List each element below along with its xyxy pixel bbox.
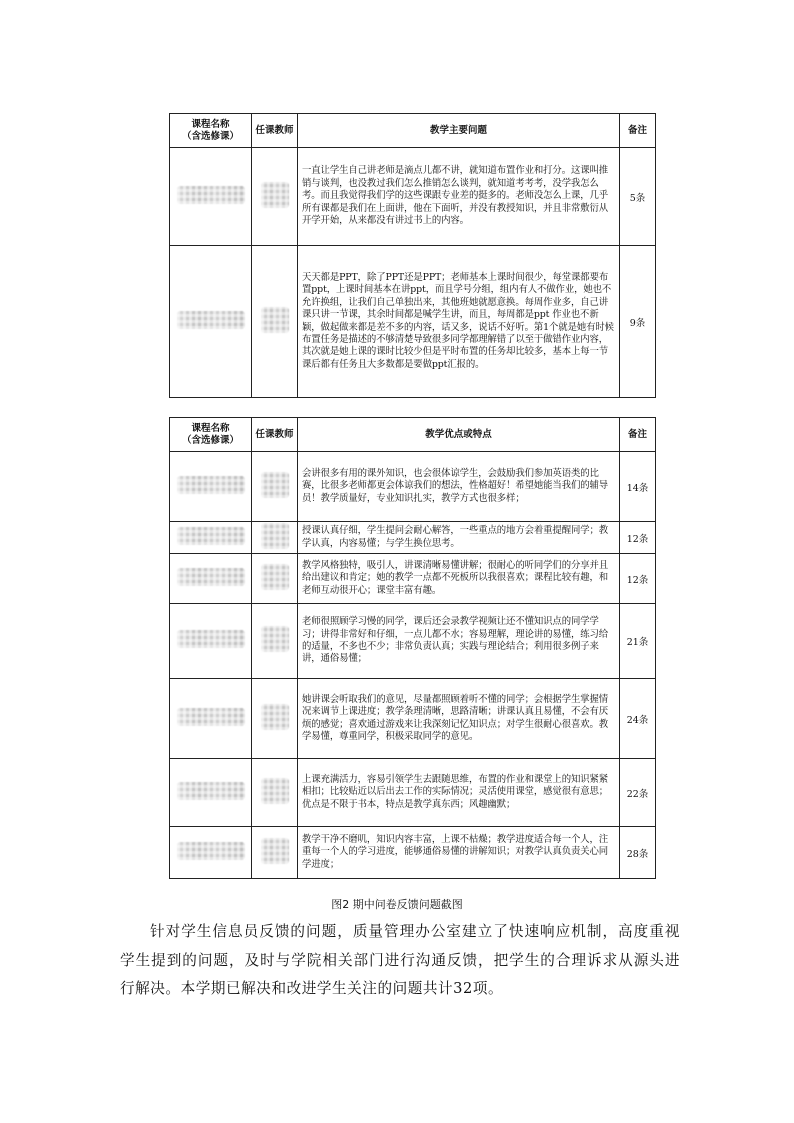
- col-note: 备注: [620, 418, 656, 452]
- problems-table-header: [170, 114, 656, 148]
- table-row: [170, 604, 656, 679]
- col-course-name: 课程名称 （含选修课）: [170, 418, 252, 452]
- table-row: [170, 679, 656, 759]
- note-count: 12条: [620, 522, 656, 554]
- teacher-redacted: [252, 148, 298, 246]
- strength-text: 她讲课会听取我们的意见，尽量都照顾着听不懂的同学；会根据学生掌握情况来调节上课进度；教学条理清晰，思路清晰；讲课认真且易懂，不会有厌烦的感觉；喜欢通过游戏来让我深刻记忆知识点；对学生很耐心很喜欢。教学易懂，尊重同学，积极采取同学的意见。: [298, 679, 620, 759]
- note-count: 28条: [620, 827, 656, 879]
- course-name-redacted: [170, 554, 252, 604]
- course-name-redacted: [170, 246, 252, 398]
- col-teacher: 任课教师: [252, 114, 298, 148]
- col-teacher: 任课教师: [252, 418, 298, 452]
- note-count: 24条: [620, 679, 656, 759]
- teacher-redacted: [252, 554, 298, 604]
- figure-caption: 图2 期中问卷反馈问题截图: [331, 898, 463, 911]
- body-paragraph: 针对学生信息员反馈的问题，质量管理办公室建立了快速响应机制，高度重视学生提到的问题，及时与学院相关部门进行沟通反馈，把学生的合理诉求从源头进行解决。本学期已解决和改进学生关注的问题共计32项。: [120, 923, 680, 997]
- strength-text: 授课认真仔细，学生提问会耐心解答，一些重点的地方会着重提醒同学；教学认真，内容易懂；与学生换位思考。: [298, 522, 620, 554]
- problems-table: [169, 113, 656, 398]
- col-course-name: 课程名称 （含选修课）: [170, 114, 252, 148]
- table-row: [170, 522, 656, 554]
- col-main-problems: 教学主要问题: [298, 114, 620, 148]
- table-row: [170, 554, 656, 604]
- strengths-table: [169, 417, 656, 879]
- table-row: [170, 246, 656, 398]
- teacher-redacted: [252, 679, 298, 759]
- strength-text: 会讲很多有用的课外知识，也会很体谅学生，会鼓励我们参加英语类的比赛，比很多老师都更会体谅我们的想法，性格超好！希望她能当我们的辅导员！教学质量好，专业知识扎实，教学方式也很多样；: [298, 452, 620, 522]
- table-row: [170, 148, 656, 246]
- course-name-redacted: [170, 827, 252, 879]
- teacher-redacted: [252, 452, 298, 522]
- note-count: 5条: [620, 148, 656, 246]
- strengths-table-header: [170, 418, 656, 452]
- strength-text: 老师很照顾学习慢的同学，课后还会录教学视频让还不懂知识点的同学学习；讲得非常好和仔细，一点儿都不水；容易理解，理论讲的易懂，练习给的适量，不多也不少；非常负责认真；实践与理论结合；利用很多例子来讲，通俗易懂；: [298, 604, 620, 679]
- col-strengths: 教学优点或特点: [298, 418, 620, 452]
- teacher-redacted: [252, 604, 298, 679]
- teacher-redacted: [252, 246, 298, 398]
- table-row: [170, 759, 656, 827]
- problem-text: 天天都是PPT，除了PPT还是PPT；老师基本上课时间很少，每堂课都要布置ppt，上课时间基本在讲ppt，而且学号分组，组内有人不做作业，她也不允许换组，让我们自己单独出来，其他班她就愿意换。每周作业多，自己讲课只讲一节课，其余时间都是喊学生讲，而且，每周都是ppt 作业也不新颖，做起做来都是差不多的内容，话又多，说话不好听。第1个就是她有时候布置任务是描述的不够清楚导致很多同学都理解错了以至于做错作业内容，其次就是她上课的课时比较少但是平时布置的任务却比较多，基本上每一节课后都有任务且大多数都是要做ppt汇报的。: [298, 246, 620, 398]
- note-count: 12条: [620, 554, 656, 604]
- note-count: 9条: [620, 246, 656, 398]
- problem-text: 一直让学生自己讲老师是滴点儿都不讲，就知道布置作业和打分。这课叫推销与谈判，也没教过我们怎么推销怎么谈判，就知道考考考，没学我怎么考。而且我觉得我们学的这些课跟专业差的挺多的。老师没怎么上课，几乎所有课都是我们在上面讲，他在下面听，并没有教授知识，并且非常敷衍从开学开始，从来都没有讲过书上的内容。: [298, 148, 620, 246]
- course-name-redacted: [170, 759, 252, 827]
- teacher-redacted: [252, 522, 298, 554]
- note-count: 14条: [620, 452, 656, 522]
- course-name-redacted: [170, 452, 252, 522]
- col-note: 备注: [620, 114, 656, 148]
- course-name-redacted: [170, 679, 252, 759]
- teacher-redacted: [252, 759, 298, 827]
- table-row: [170, 452, 656, 522]
- course-name-redacted: [170, 604, 252, 679]
- table-row: [170, 827, 656, 879]
- strength-text: 上课充满活力，容易引领学生去跟随思维，布置的作业和课堂上的知识紧紧相扣；比较贴近以后出去工作的实际情况；灵活使用课堂，感觉很有意思；优点是不限于书本，特点是教学真东西；风趣幽默；: [298, 759, 620, 827]
- strength-text: 教学风格独特，吸引人，讲课清晰易懂讲解；很耐心的听同学们的分享并且给出建议和肯定；她的教学一点都不死板所以我很喜欢；课程比较有趣，和老师互动很开心；课堂丰富有趣。: [298, 554, 620, 604]
- course-name-redacted: [170, 148, 252, 246]
- course-name-redacted: [170, 522, 252, 554]
- note-count: 22条: [620, 759, 656, 827]
- teacher-redacted: [252, 827, 298, 879]
- strength-text: 教学干净不磨叽，知识内容丰富，上课不枯燥；教学进度适合每一个人，注重每一个人的学习进度，能够通俗易懂的讲解知识；对教学认真负责关心同学进度；: [298, 827, 620, 879]
- note-count: 21条: [620, 604, 656, 679]
